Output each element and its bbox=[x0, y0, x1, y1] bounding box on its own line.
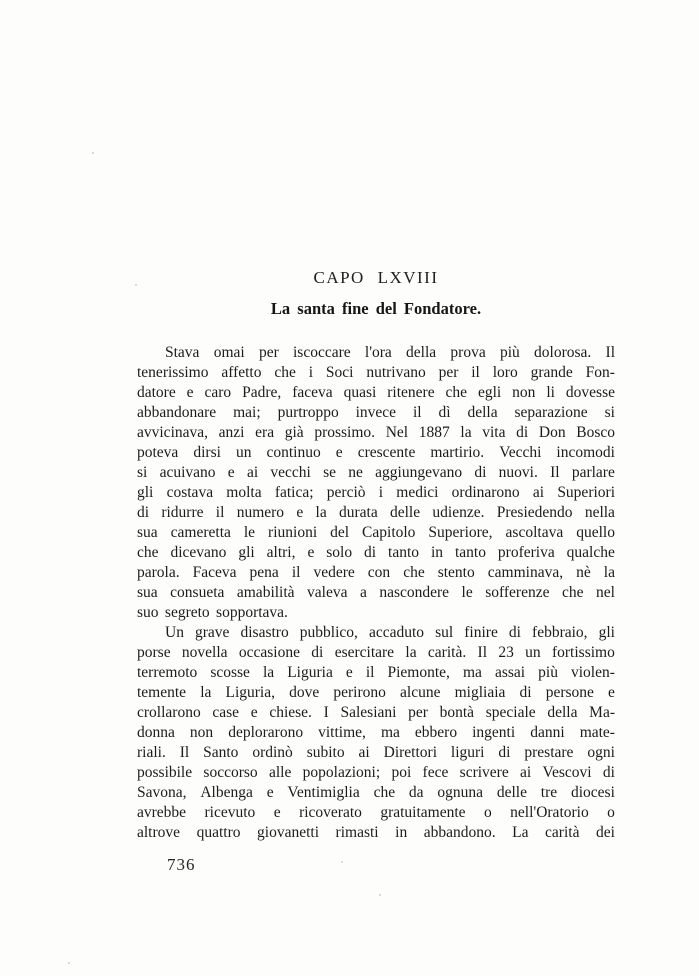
text-line: sua cameretta le riunioni del Capitolo Superiore, ascoltava quello bbox=[137, 524, 615, 541]
text-line: Savona, Albenga e Ventimiglia che da ognuna delle tre diocesi bbox=[137, 784, 615, 801]
text-line: riali. Il Santo ordinò subito ai Direttori liguri di prestare ogni bbox=[137, 744, 615, 761]
text-line: terremoto scosse la Liguria e il Piemonte, ma assai più violen- bbox=[137, 664, 615, 681]
text-line: avvicinava, anzi era già prossimo. Nel 1887 la vita di Don Bosco bbox=[137, 424, 615, 441]
page-number: 736 bbox=[167, 855, 196, 874]
text-line: abbandonare mai; purtroppo invece il dì della separazione si bbox=[137, 404, 615, 421]
text-line: datore e caro Padre, faceva quasi ritenere che egli non li dovesse bbox=[137, 384, 615, 401]
text-line: poteva dirsi un continuo e crescente martirio. Vecchi incomodi bbox=[137, 444, 615, 461]
text-line: tenerissimo affetto che i Soci nutrivano per il loro grande Fon- bbox=[137, 364, 615, 381]
scan-speck bbox=[68, 962, 70, 964]
text-line: Un grave disastro pubblico, accaduto sul finire di febbraio, gli bbox=[165, 624, 615, 641]
text-line: gli costava molta fatica; perciò i medici ordinarono ai Superiori bbox=[137, 484, 615, 501]
text-line: che dicevano gli altri, e solo di tanto in tanto proferiva qualche bbox=[137, 544, 615, 561]
text-line: avrebbe ricevuto e ricoverato gratuitamente o nell'Oratorio o bbox=[137, 804, 615, 821]
chapter-subtitle: La santa fine del Fondatore. bbox=[270, 299, 482, 318]
text-line: sua consueta amabilità valeva a nascondere le sofferenze che nel bbox=[137, 584, 615, 601]
scan-speck bbox=[92, 152, 94, 154]
text-line: suo segreto sopportava. bbox=[137, 604, 288, 621]
text-block bbox=[137, 269, 615, 843]
scan-speck bbox=[135, 284, 137, 286]
scan-speck bbox=[379, 894, 381, 896]
text-line: parola. Faceva pena il vedere con che stento camminava, nè la bbox=[137, 564, 615, 581]
chapter-heading: CAPO LXVIII bbox=[313, 268, 439, 287]
scan-speck bbox=[341, 861, 343, 863]
text-line: di ridurre il numero e la durata delle udienze. Presiedendo nella bbox=[137, 504, 615, 521]
text-line: altrove quattro giovanetti rimasti in abbandono. La carità dei bbox=[137, 824, 615, 841]
text-line: donna non deplorarono vittime, ma ebbero ingenti danni mate- bbox=[137, 724, 615, 741]
text-line: Stava omai per iscoccare l'ora della prova più dolorosa. Il bbox=[165, 344, 615, 361]
text-line: temente la Liguria, dove perirono alcune migliaia di persone e bbox=[137, 684, 615, 701]
text-line: si acuivano e ai vecchi se ne aggiungevano di nuovi. Il parlare bbox=[137, 464, 615, 481]
text-line: porse novella occasione di esercitare la carità. Il 23 un fortissimo bbox=[137, 644, 615, 661]
text-line: crollarono case e chiese. I Salesiani per bontà speciale della Ma- bbox=[137, 704, 615, 721]
body-text bbox=[137, 343, 615, 843]
text-line: possibile soccorso alle popolazioni; poi fece scrivere ai Vescovi di bbox=[137, 764, 615, 781]
